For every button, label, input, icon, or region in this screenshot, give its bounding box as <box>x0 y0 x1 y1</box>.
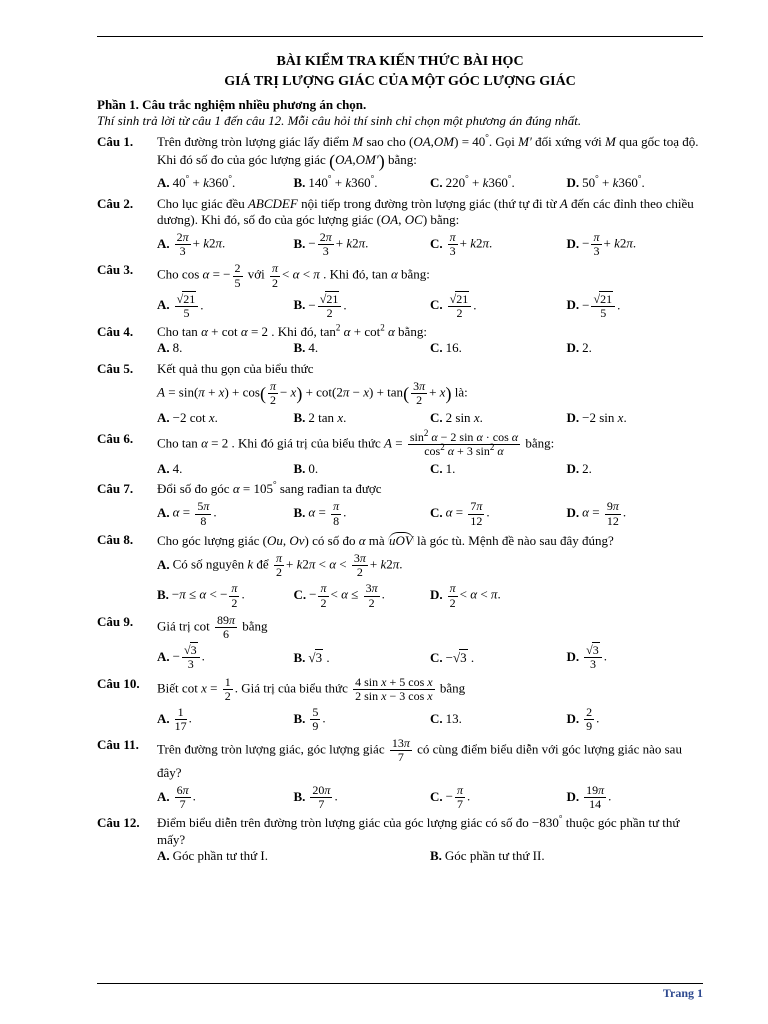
option-c[interactable]: C. 2 sin x. <box>430 410 483 426</box>
expression: A = sin(π + x) + cos( $\frac{\pi}{2}$ − x) + cot(2π − x) + tan( $\frac{3\pi}{2}$ + x) là: <box>157 378 468 408</box>
option-d[interactable]: D. 50° + k360°. <box>566 173 645 191</box>
option-d[interactable]: D. 2. <box>566 340 592 356</box>
question-text: Biết <box>157 680 179 696</box>
answer-options <box>157 706 703 733</box>
answer-options <box>157 340 703 356</box>
question-label: Câu 12. <box>97 815 140 831</box>
exam-subtitle: GIÁ TRỊ LƯỢNG GIÁC CỦA MỘT GÓC LƯỢNG GIÁC <box>224 74 576 89</box>
option-d[interactable]: D. − $\frac{√21}{5}$ . <box>566 291 621 320</box>
question-text: Cho góc lượng giác <box>157 532 260 548</box>
question-text: với <box>247 267 265 283</box>
answer-options <box>157 410 703 426</box>
question-text: . Khi đó giá trị của biểu thức <box>231 435 381 451</box>
question-text: Kết quả thu gọn của biểu thức <box>157 360 314 376</box>
question-text: bằng: <box>398 324 427 340</box>
answer-options <box>157 231 703 258</box>
option-a[interactable]: A. Góc phần tư thứ I. <box>157 847 268 863</box>
question-text: bằng: <box>387 151 417 167</box>
option-d[interactable]: D. $\frac{\pi}{2}$ < α < π. <box>430 581 501 610</box>
question-label: Câu 11. <box>97 737 139 753</box>
question-text: bằng <box>242 618 268 634</box>
question-body <box>157 361 703 427</box>
question-3 <box>97 262 703 320</box>
question-text: Đổi số đo góc <box>157 481 230 497</box>
question-label: Câu 3. <box>97 262 134 278</box>
option-c[interactable]: C. α = $\frac{7\pi}{12}$ . <box>430 499 490 528</box>
exam-title: BÀI KIỂM TRA KIẾN THỨC BÀI HỌC <box>276 54 524 69</box>
question-text: . Khi đó, <box>323 267 369 283</box>
option-b[interactable]: B. 140° + k360°. <box>293 173 378 191</box>
option-b[interactable]: B. − $\frac{2\pi}{3}$ + k2π. <box>293 230 369 259</box>
section-instruction: Thí sinh trả lời từ câu 1 đến câu 12. Mỗi câu hỏi thí sinh chỉ chọn một phương án đúng nhất. <box>97 113 582 129</box>
answer-options <box>157 582 703 609</box>
question-label: Câu 1. <box>97 133 134 149</box>
question-label: Câu 6. <box>97 430 134 446</box>
option-b[interactable]: B. Góc phần tư thứ II. <box>430 847 545 863</box>
question-label: Câu 4. <box>97 324 134 340</box>
question-9 <box>97 614 703 672</box>
page-number: Trang 1 <box>662 986 703 1000</box>
question-body: Cho góc lượng giác (Ou, Ov) có số đo α mà uOV là góc tù. Mệnh đề nào sau đây đúng? A. Có số nguyên k để $\frac{\pi}{2}$ + k2π < α < $\frac{3\pi}{2}$ + k2π. B. −π ≤ α < − $\frac{\pi}{2}$ . C. − $\frac{\pi}{2}$ < α ≤ $\frac{3\pi}{2}$ . D. $\frac{\pi}{2}$ < α < π. <box>157 532 703 610</box>
question-text: qua gốc toạ độ. Khi đó số đo của góc lượng giác <box>157 133 699 167</box>
option-c[interactable]: C. 13. <box>430 711 462 727</box>
option-b[interactable]: B. √3 . <box>293 649 330 665</box>
option-a[interactable]: A. Có số nguyên k để $\frac{\pi}{2}$ + k2π < α < $\frac{3\pi}{2}$ + k2π. <box>157 551 403 580</box>
question-body: Trên đường tròn lượng giác lấy điểm M sao cho (OA,OM) = 40°. Gọi M′ đối xứng với M qua gốc toạ độ. Khi đó số đo của góc lượng giác (OA,OM′) bằng: A. 40° + k360°. B. 140° + k360°. C. 220° + k360°. D. 50° + k360°. <box>157 134 703 192</box>
question-1 <box>97 134 703 192</box>
question-label: Câu 2. <box>97 195 134 211</box>
question-body: Điểm biểu diễn trên đường tròn lượng giác của góc lượng giác có số đo −830° thuộc góc phần tư thứ mấy? A. Góc phần tư thứ I. B. Góc phần tư thứ II. <box>157 815 703 864</box>
question-10 <box>97 676 703 734</box>
question-text: Cho lục giác đều <box>157 195 245 211</box>
option-d[interactable]: D. −2 sin x. <box>566 410 627 426</box>
question-text: mà <box>368 532 385 548</box>
option-d[interactable]: D. $\frac{2}{9}$ . <box>566 704 600 734</box>
option-b[interactable]: B. α = $\frac{\pi}{8}$ . <box>293 499 347 528</box>
option-a[interactable]: A. 4. <box>157 460 183 476</box>
question-text: Trên đường tròn lượng giác lấy điểm <box>157 133 350 149</box>
option-b[interactable]: B. 4. <box>293 340 319 356</box>
question-7 <box>97 481 703 528</box>
question-text: Giá trị <box>157 618 191 634</box>
question-body: Biết cot x = $\frac{1}{2}$ . Giá trị của biểu thức $\frac{\text{4 sin x + 5 cos x}}{\text{2 sin x − 3 cos x}}$ bằng A. $\frac{1}{17}$ . B. $\frac{5}{9}$ . C. 13. D. $\frac{2}{9}$ . <box>157 676 703 734</box>
option-d[interactable]: D. $\frac{19\pi}{14}$ . <box>566 782 612 812</box>
question-text: sang rađian ta được <box>279 481 382 497</box>
option-c[interactable]: C. − $\frac{\pi}{7}$ . <box>430 782 471 812</box>
option-b[interactable]: B. 0. <box>293 460 319 476</box>
option-b[interactable]: B. $\frac{5}{9}$ . <box>293 704 326 734</box>
answer-options <box>157 461 703 477</box>
option-b[interactable]: B. − $\frac{√21}{2}$ . <box>293 291 347 320</box>
option-c[interactable]: C. $\frac{\pi}{3}$ + k2π. <box>430 230 493 259</box>
question-body: Đổi số đo góc α = 105° sang rađian ta được A. α = $\frac{5\pi}{8}$ . B. α = $\frac{\pi}{8}$ . C. α = $\frac{7\pi}{12}$ . D. α = $\frac{9\pi}{12}$ . <box>157 481 703 528</box>
question-text: có số đo <box>312 532 356 548</box>
question-label: Câu 7. <box>97 481 134 497</box>
answer-options <box>157 500 703 527</box>
question-2 <box>97 196 703 259</box>
question-text: bằng: <box>401 267 430 283</box>
option-b[interactable]: B. 2 tan x. <box>293 410 347 426</box>
option-a[interactable]: A. α = $\frac{5\pi}{8}$ . <box>157 499 217 528</box>
question-text: đến các đỉnh theo chiều dương). Khi đó, số đo của góc lượng giác <box>157 195 694 227</box>
option-c[interactable]: C. 16. <box>430 340 462 356</box>
question-text: có cùng điểm biểu diễn với góc lượng giác nào sau đây? <box>157 741 682 780</box>
answer-options <box>157 848 703 864</box>
question-label: Câu 5. <box>97 360 134 376</box>
exam-content <box>97 52 703 864</box>
question-text: bằng: <box>525 435 555 451</box>
question-body: Cho tan α + cot α = 2 . Khi đó, $\tan^2 \alpha + \cot^2 \alpha$ bằng: A. 8. B. 4. C. 16. D. 2. <box>157 324 703 357</box>
option-a[interactable]: A. $\frac{√21}{5}$ . <box>157 291 204 320</box>
question-label: Câu 8. <box>97 531 134 547</box>
question-6 <box>97 427 703 478</box>
option-c[interactable]: C. −√3 . <box>430 649 475 665</box>
question-body: Cho cos α = − $\frac{2}{5}$ với $\frac{\pi}{2}$ < α < π . Khi đó, tan α bằng: A. $\frac{√21}{5}$ . B. − $\frac{√21}{2}$ . C. $\frac{√21}{2}$ . D. − $\frac{√21}{5}$ . <box>157 262 703 320</box>
question-text: sao cho <box>366 133 406 149</box>
question-label: Câu 10. <box>97 675 140 691</box>
question-text: Cho <box>157 324 179 340</box>
question-text: là góc tù. Mệnh đề nào sau đây đúng? <box>417 532 614 548</box>
question-5 <box>97 361 703 427</box>
question-text: . Gọi <box>488 133 515 149</box>
option-d[interactable]: D. α = $\frac{9\pi}{12}$ . <box>566 499 627 528</box>
question-text: . Giá trị của biểu thức <box>234 680 348 696</box>
question-body: Giá trị cot $\frac{89\pi}{6}$ bằng A. − $\frac{√3}{3}$ . B. √3 . C. −√3 . D. $\frac{√3}{3}$ . <box>157 614 703 672</box>
option-a[interactable]: A. 40° + k360°. <box>157 173 236 191</box>
question-text: Cho <box>157 267 179 283</box>
option-d[interactable]: D. − $\frac{\pi}{3}$ + k2π. <box>566 230 637 259</box>
question-text: đối xứng với <box>535 133 602 149</box>
option-a[interactable]: A. $\frac{1}{17}$ . <box>157 704 192 734</box>
option-d[interactable]: D. $\frac{√3}{3}$ . <box>566 643 607 672</box>
option-a[interactable]: A. $\frac{2\pi}{3}$ + k2π. <box>157 230 226 259</box>
option-a[interactable]: A. 8. <box>157 340 183 356</box>
question-text: nội tiếp trong đường tròn lượng giác (thứ tự đi từ <box>301 195 557 211</box>
question-body: Cho tan α = 2 . Khi đó giá trị của biểu thức A = $\frac{\sin^2 \alpha - 2 \sin \alpha \cdot \cos \alpha}{\cos^2 \alpha + 3 \sin^2 \alpha}$ bằng: A. 4. B. 0. C. 1. D. 2. <box>157 431 703 478</box>
question-text: bằng: <box>430 211 460 227</box>
question-text: Trên đường tròn lượng giác, góc lượng giác <box>157 741 385 757</box>
question-label: Câu 9. <box>97 613 134 629</box>
question-text: . Khi đó, <box>271 324 317 340</box>
question-text: thuộc góc phần tư thứ mấy? <box>157 815 680 847</box>
option-a[interactable]: A. −2 cot x. <box>157 410 218 426</box>
option-d[interactable]: D. 2. <box>566 460 592 476</box>
option-c[interactable]: C. $\frac{√21}{2}$ . <box>430 291 477 320</box>
question-body: Cho lục giác đều ABCDEF nội tiếp trong đường tròn lượng giác (thứ tự đi từ A đến các đỉnh theo chiều dương). Khi đó, số đo của góc lượng giác (OA, OC) bằng: A. $\frac{2\pi}{3}$ + k2π. B. − $\frac{2\pi}{3}$ + k2π. C. $\frac{\pi}{3}$ + k2π. D. − $\frac{\pi}{3}$ + k2π. <box>157 196 703 259</box>
answer-options <box>157 175 703 191</box>
answer-options <box>157 293 703 320</box>
answer-options <box>157 644 703 671</box>
top-rule <box>97 36 703 37</box>
option-b[interactable]: B. −π ≤ α < − $\frac{\pi}{2}$ . <box>157 581 245 610</box>
question-8 <box>97 532 703 610</box>
question-body: Trên đường tròn lượng giác, góc lượng giác $\frac{13\pi}{7}$ có cùng điểm biểu diễn với góc lượng giác nào sau đây? A. $\frac{6\pi}{7}$ . B. $\frac{20\pi}{7}$ . C. − $\frac{\pi}{7}$ . D. $\frac{19\pi}{14}$ . <box>157 737 703 811</box>
section-heading: Phần 1. Câu trắc nghiệm nhiều phương án chọn. <box>97 97 367 112</box>
option-c[interactable]: C. 1. <box>430 460 456 476</box>
question-4 <box>97 324 703 357</box>
bottom-rule <box>97 983 703 984</box>
question-11 <box>97 737 703 811</box>
question-text: Cho <box>157 435 179 451</box>
question-12 <box>97 815 703 864</box>
question-text: là: <box>454 384 468 400</box>
answer-options <box>157 784 703 811</box>
option-c[interactable]: C. 220° + k360°. <box>430 173 515 191</box>
option-b[interactable]: B. $\frac{20\pi}{7}$ . <box>293 782 338 812</box>
option-c[interactable]: C. − $\frac{\pi}{2}$ < α ≤ $\frac{3\pi}{2}$ . <box>293 581 385 610</box>
option-a[interactable]: A. − $\frac{√3}{3}$ . <box>157 643 205 672</box>
option-a[interactable]: A. $\frac{6\pi}{7}$ . <box>157 782 196 812</box>
question-text: Điểm biểu diễn trên đường tròn lượng giác của góc lượng giác có số đo <box>157 815 529 831</box>
question-text: bằng <box>439 680 466 696</box>
